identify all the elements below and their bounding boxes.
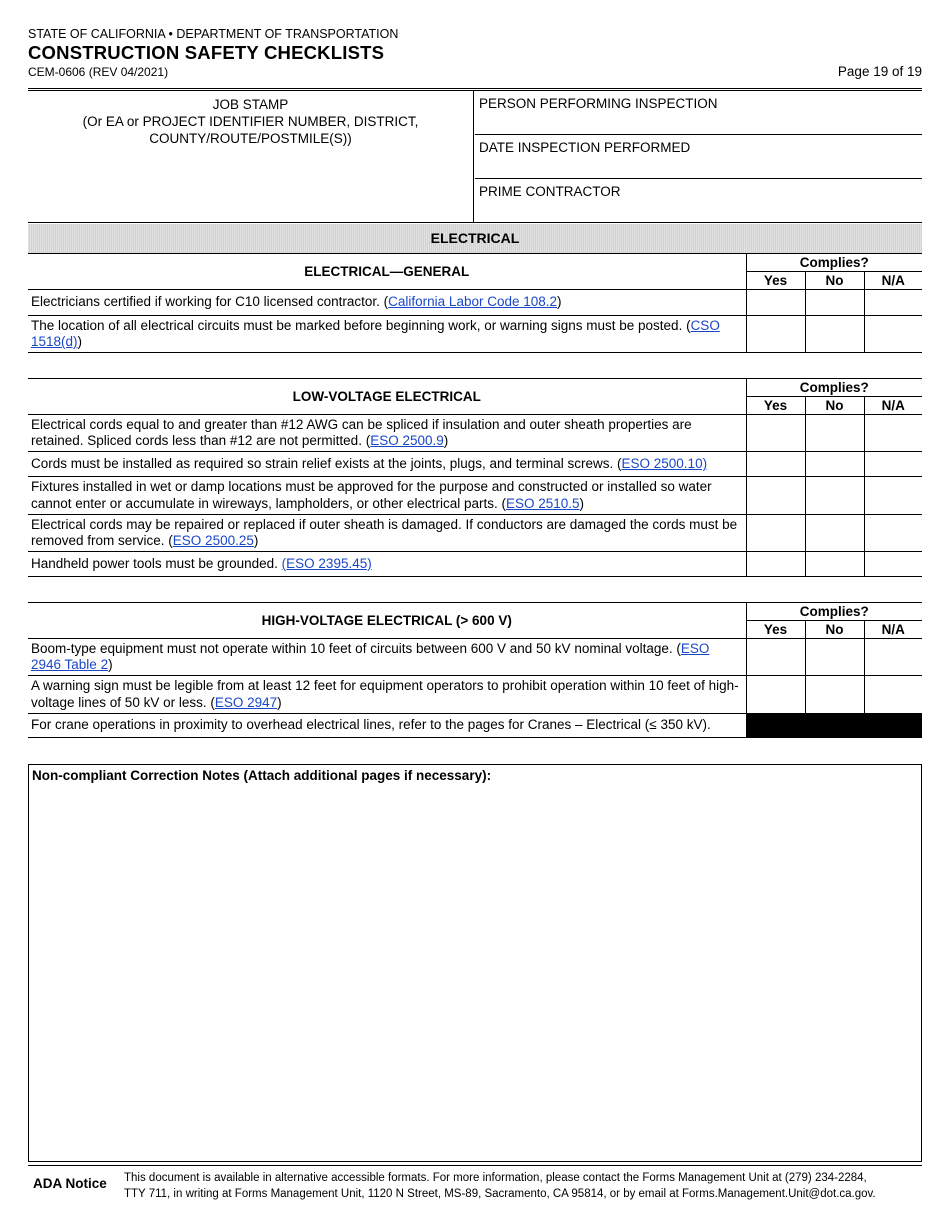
- na-checkbox[interactable]: [864, 415, 922, 452]
- low-voltage-electrical-table: [28, 378, 922, 577]
- complies-header: Complies?: [746, 603, 922, 621]
- job-stamp-field[interactable]: [28, 91, 474, 223]
- correction-notes-field[interactable]: [28, 764, 922, 1162]
- date-inspection-performed-label: DATE INSPECTION PERFORMED: [479, 140, 691, 155]
- checklist-item: The location of all electrical circuits must be marked before beginning work, or warning signs must be posted. (CSO 1518(d)): [28, 316, 746, 353]
- ada-notice-line-2: TTY 711, in writing at Forms Management Unit, 1120 N Street, MS-89, Sacramento, CA 95814, or by email at Forms.Management.Unit@dot.ca.gov.: [124, 1187, 876, 1200]
- no-checkbox[interactable]: [805, 676, 864, 714]
- checklist-item: Cords must be installed as required so strain relief exists at the joints, plugs, and terminal screws. (ESO 2500.10): [28, 452, 746, 477]
- job-stamp-label: JOB STAMP: [212, 97, 289, 112]
- complies-header: Complies?: [746, 379, 922, 397]
- yes-checkbox[interactable]: [746, 415, 805, 452]
- section-title: HIGH-VOLTAGE ELECTRICAL (> 600 V): [28, 603, 746, 639]
- checklist-item: Electricians certified if working for C10 licensed contractor. (California Labor Code 108.2): [28, 290, 746, 316]
- footer-divider: [28, 1165, 922, 1168]
- checklist-item: Fixtures installed in wet or damp locations must be approved for the purpose and constructed or installed so water cannot enter or accumulate in wireways, lampholders, or other electrical parts. (ESO 2510.5): [28, 477, 746, 515]
- yes-checkbox[interactable]: [746, 452, 805, 477]
- yes-checkbox[interactable]: [746, 316, 805, 353]
- prime-contractor-label: PRIME CONTRACTOR: [479, 184, 621, 199]
- na-column-header: N/A: [864, 397, 922, 415]
- job-stamp-sublabel-2: COUNTY/ROUTE/POSTMILE(S)): [149, 131, 352, 146]
- yes-checkbox[interactable]: [746, 290, 805, 316]
- no-column-header: No: [805, 397, 864, 415]
- yes-column-header: Yes: [746, 397, 805, 415]
- yes-checkbox[interactable]: [746, 552, 805, 577]
- yes-checkbox[interactable]: [746, 477, 805, 515]
- na-checkbox[interactable]: [864, 452, 922, 477]
- no-checkbox[interactable]: [805, 639, 864, 676]
- citation-link[interactable]: California Labor Code 108.2: [388, 294, 558, 310]
- date-inspection-performed-field[interactable]: [475, 135, 922, 179]
- citation-link[interactable]: ESO 2947: [214, 694, 278, 710]
- citation-link[interactable]: ESO 2500.25: [172, 533, 254, 548]
- table-row: [28, 515, 922, 552]
- page-number: Page 19 of 19: [837, 64, 922, 79]
- job-stamp-sublabel-1: (Or EA or PROJECT IDENTIFIER NUMBER, DISTRICT,: [82, 114, 419, 129]
- citation-link[interactable]: (ESO 2395.45): [281, 555, 372, 571]
- no-checkbox[interactable]: [805, 415, 864, 452]
- person-performing-inspection-field[interactable]: [475, 91, 922, 135]
- na-checkbox[interactable]: [864, 515, 922, 552]
- no-column-header: No: [805, 621, 864, 639]
- yes-column-header: Yes: [746, 272, 805, 290]
- checklist-item: Boom-type equipment must not operate within 10 feet of circuits between 600 V and 50 kV nominal voltage. (ESO 2946 Table 2): [28, 639, 746, 676]
- table-row: [28, 552, 922, 577]
- table-row: [28, 639, 922, 676]
- no-checkbox[interactable]: [805, 477, 864, 515]
- checklist-item: Electrical cords may be repaired or replaced if outer sheath is damaged. If conductors are damaged the cords must be removed from service. (ESO 2500.25): [28, 515, 746, 552]
- ada-notice-text: [124, 1171, 924, 1202]
- no-checkbox[interactable]: [805, 552, 864, 577]
- yes-checkbox[interactable]: [746, 639, 805, 676]
- table-row: [28, 452, 922, 477]
- section-title: LOW-VOLTAGE ELECTRICAL: [28, 379, 746, 415]
- citation-link[interactable]: ESO 2500.9: [370, 433, 444, 448]
- na-checkbox[interactable]: [864, 477, 922, 515]
- form-title: CONSTRUCTION SAFETY CHECKLISTS: [28, 42, 385, 63]
- na-checkbox[interactable]: [864, 552, 922, 577]
- na-checkbox[interactable]: [864, 639, 922, 676]
- na-checkbox[interactable]: [864, 290, 922, 316]
- agency-name: STATE OF CALIFORNIA • DEPARTMENT OF TRANSPORTATION: [28, 27, 399, 41]
- no-checkbox[interactable]: [805, 290, 864, 316]
- na-column-header: N/A: [864, 621, 922, 639]
- table-row: [28, 415, 922, 452]
- inspection-info-block: [28, 88, 922, 223]
- checklist-item: A warning sign must be legible from at least 12 feet for equipment operators to prohibit operation within 10 feet of high-voltage lines of 50 kV or less. (ESO 2947): [28, 676, 746, 714]
- correction-notes-label: Non-compliant Correction Notes (Attach additional pages if necessary):: [32, 768, 492, 783]
- high-voltage-electrical-table: [28, 602, 922, 738]
- checklist-item-note: For crane operations in proximity to overhead electrical lines, refer to the pages for Cranes – Electrical (≤ 350 kV).: [28, 714, 746, 738]
- ada-notice-label: ADA Notice: [33, 1176, 107, 1191]
- na-column-header: N/A: [864, 272, 922, 290]
- prime-contractor-field[interactable]: [475, 179, 922, 223]
- electrical-section-header: ELECTRICAL: [28, 224, 922, 254]
- no-checkbox[interactable]: [805, 316, 864, 353]
- complies-header: Complies?: [746, 254, 922, 272]
- ada-notice-line-1: This document is available in alternative accessible formats. For more information, please contact the Forms Management Unit at (279) 234-2284,: [124, 1172, 867, 1184]
- table-row: [28, 316, 922, 353]
- table-row: [28, 290, 922, 316]
- electrical-general-table: [28, 254, 922, 353]
- yes-column-header: Yes: [746, 621, 805, 639]
- section-title: ELECTRICAL—GENERAL: [28, 254, 746, 290]
- no-checkbox[interactable]: [805, 515, 864, 552]
- person-performing-inspection-label: PERSON PERFORMING INSPECTION: [479, 96, 718, 111]
- na-checkbox[interactable]: [864, 676, 922, 714]
- table-row: [28, 714, 922, 738]
- citation-link[interactable]: ESO 2510.5: [505, 495, 580, 511]
- form-id: CEM-0606 (REV 04/2021): [28, 65, 169, 79]
- table-row: [28, 676, 922, 714]
- citation-link[interactable]: ESO 2500.10): [621, 455, 708, 471]
- checklist-item: Handheld power tools must be grounded. (ESO 2395.45): [28, 552, 746, 577]
- checklist-item: Electrical cords equal to and greater than #12 AWG can be spliced if insulation and outer sheath properties are retained. Spliced cords less than #12 are not permitted. (ESO 2500.9): [28, 415, 746, 452]
- yes-checkbox[interactable]: [746, 515, 805, 552]
- no-checkbox[interactable]: [805, 452, 864, 477]
- yes-checkbox[interactable]: [746, 676, 805, 714]
- na-checkbox[interactable]: [864, 316, 922, 353]
- no-column-header: No: [805, 272, 864, 290]
- citation-link[interactable]: ESO 2946 Table 2: [31, 640, 710, 672]
- table-row: [28, 477, 922, 515]
- not-applicable-shading: [746, 714, 922, 738]
- citation-link[interactable]: CSO 1518(d): [31, 317, 720, 349]
